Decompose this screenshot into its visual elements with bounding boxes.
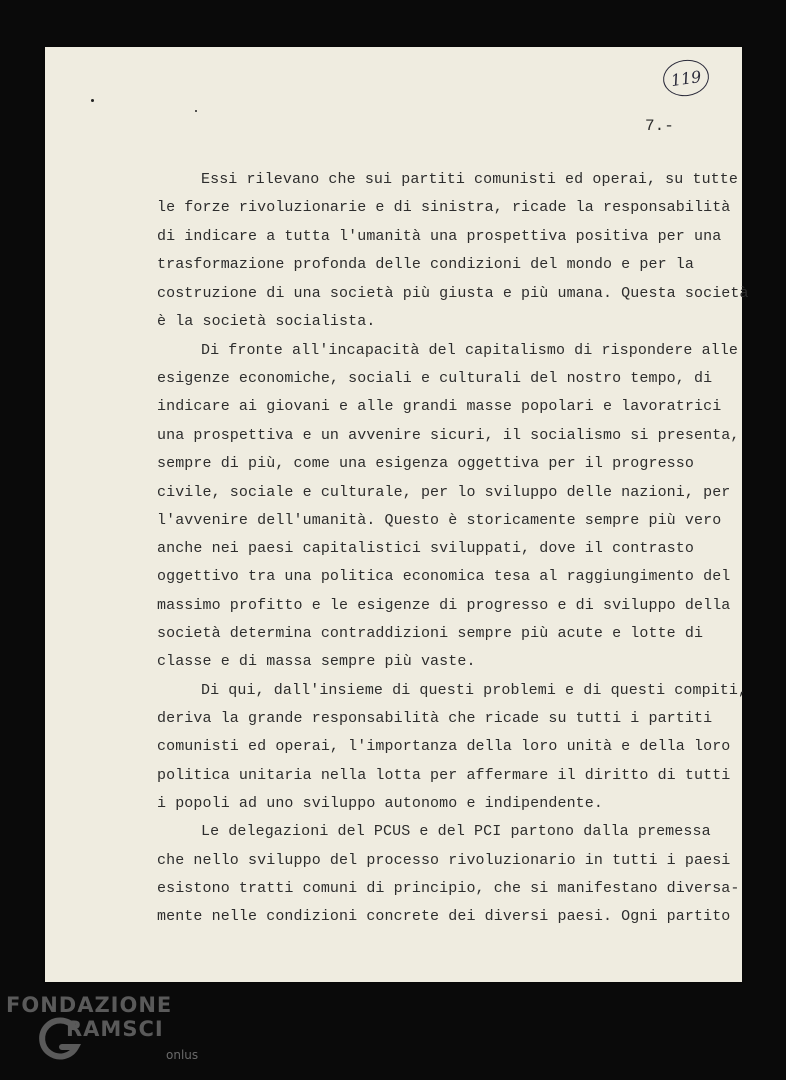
text-line: classe e di massa sempre più vaste. [157, 653, 476, 670]
logo-line-2: RAMSCI [66, 1017, 164, 1041]
text-line: Le delegazioni del PCUS e del PCI partono dalla premessa [201, 823, 711, 840]
text-line: sempre di più, come una esigenza oggettiva per il progresso [157, 455, 694, 472]
logo-line-1: FONDAZIONE [6, 993, 173, 1017]
text-line: Di qui, dall'insieme di questi problemi e di questi compiti, [201, 682, 748, 699]
text-line: deriva la grande responsabilità che ricade su tutti i partiti [157, 710, 713, 727]
text-line: che nello sviluppo del processo rivoluzionario in tutti i paesi [157, 852, 731, 869]
text-line: Essi rilevano che sui partiti comunisti ed operai, su tutte [201, 171, 738, 188]
text-line: esigenze economiche, sociali e culturali del nostro tempo, di [157, 370, 713, 387]
text-line: indicare ai giovani e alle grandi masse popolari e lavoratrici [157, 398, 722, 415]
text-line: è la società socialista. [157, 313, 376, 330]
text-line: costruzione di una società più giusta e più umana. Questa società [157, 285, 749, 302]
text-line: Di fronte all'incapacità del capitalismo di rispondere alle [201, 342, 738, 359]
text-line: una prospettiva e un avvenire sicuri, il socialismo si presenta, [157, 427, 740, 444]
text-line: esistono tratti comuni di principio, che si manifestano diversa- [157, 880, 740, 897]
logo-suffix: onlus [166, 1048, 199, 1062]
text-line: trasformazione profonda delle condizioni del mondo e per la [157, 256, 694, 273]
text-line: società determina contraddizioni sempre più acute e lotte di [157, 625, 704, 642]
text-line: mente nelle condizioni concrete dei diversi paesi. Ogni partito [157, 908, 731, 925]
text-line: massimo profitto e le esigenze di progresso e di sviluppo della [157, 597, 731, 614]
text-line: civile, sociale e culturale, per lo sviluppo delle nazioni, per [157, 484, 731, 501]
text-line: comunisti ed operai, l'importanza della loro unità e della loro [157, 738, 731, 755]
folio-number: 119 [669, 66, 703, 90]
text-line: oggettivo tra una politica economica tesa al raggiungimento del [157, 568, 731, 585]
text-line: di indicare a tutta l'umanità una prospettiva positiva per una [157, 228, 722, 245]
text-line: anche nei paesi capitalistici sviluppati, dove il contrasto [157, 540, 694, 557]
text-line: l'avvenire dell'umanità. Questo è storicamente sempre più vero [157, 512, 722, 529]
page-number: 7.- [645, 117, 674, 135]
text-line: i popoli ad uno sviluppo autonomo e indipendente. [157, 795, 603, 812]
text-line: le forze rivoluzionarie e di sinistra, ricade la responsabilità [157, 199, 731, 216]
text-line: politica unitaria nella lotta per affermare il diritto di tutti [157, 767, 731, 784]
fondazione-gramsci-logo [6, 993, 199, 1062]
